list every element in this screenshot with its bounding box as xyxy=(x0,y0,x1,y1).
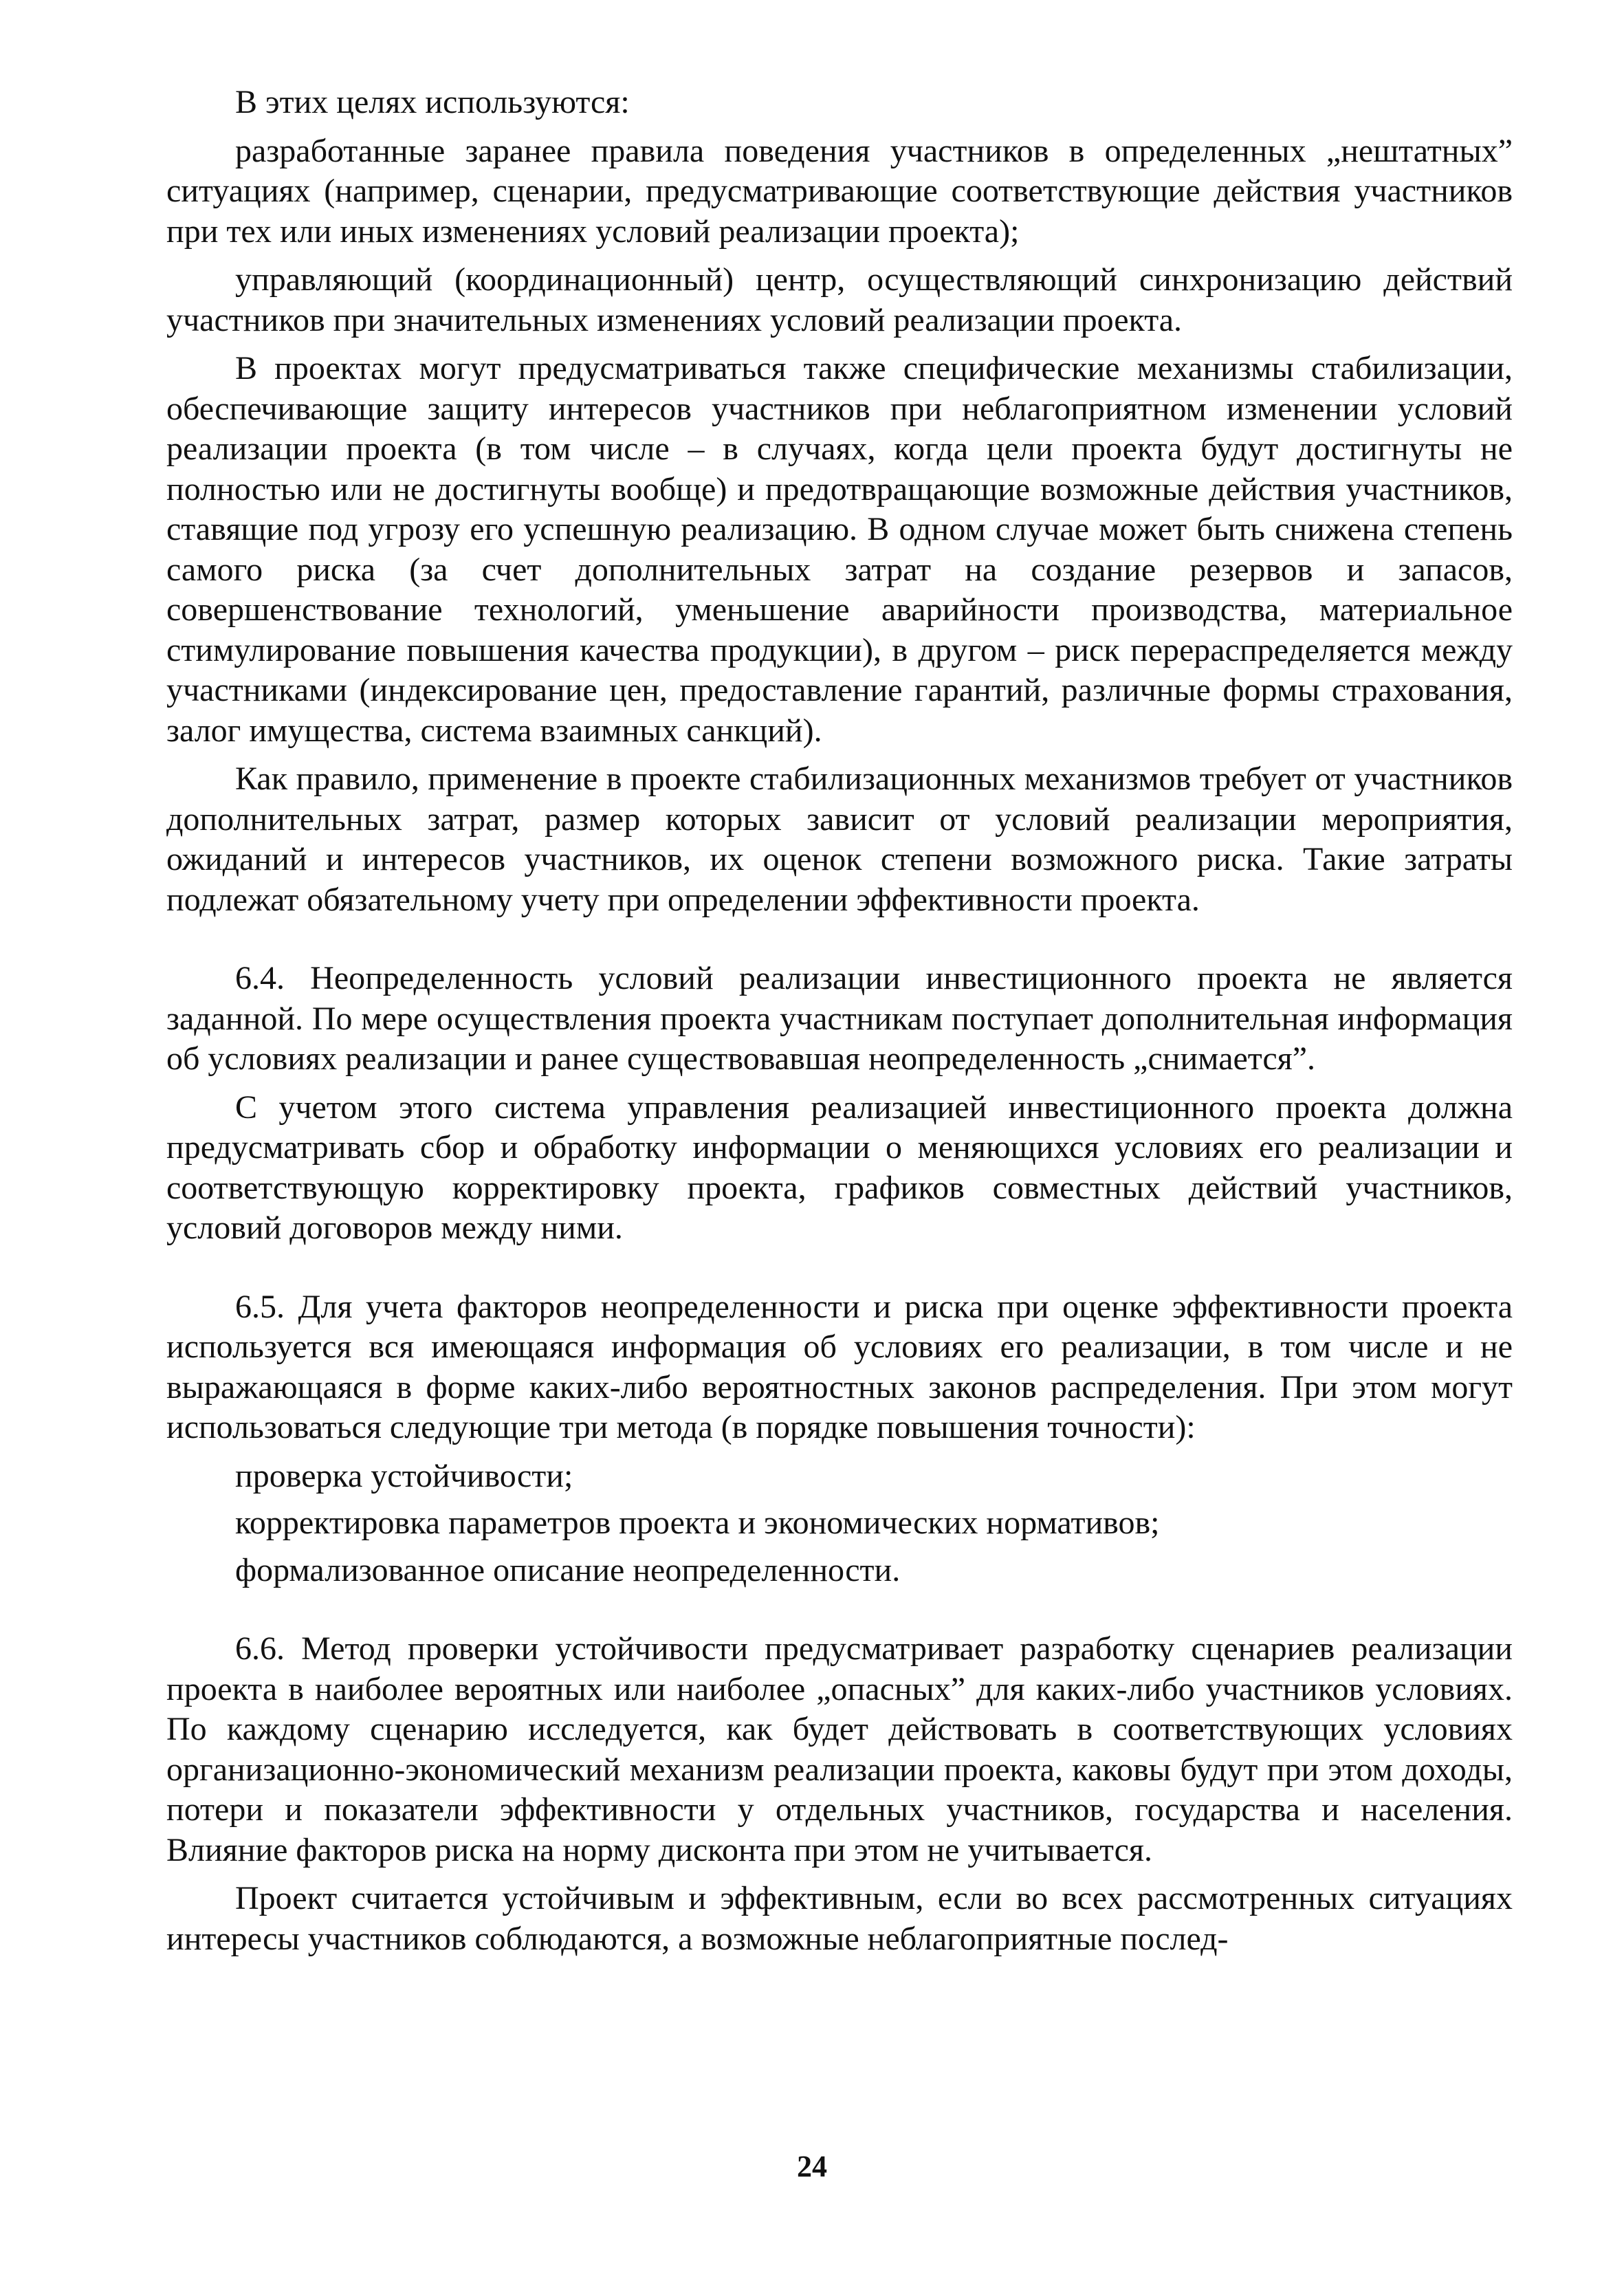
list-item-formalized-description: формализованное описание неопределенности. xyxy=(235,1551,901,1588)
page-number: 24 xyxy=(797,2150,827,2183)
list-item-stability-check: проверка устойчивости; xyxy=(235,1457,573,1494)
paragraph-section-6-5: 6.5. Для учета факторов неопределенности и риска при оценке эффективности проекта используется вся имеющаяся информация об условиях его реализации, в том числе и не выражающаяся в форме каких-либо вероятностных законов распределения. При этом могут использоваться следующие три метода (в порядке повышения точности): xyxy=(166,1288,1513,1445)
paragraph-intro: В этих целях используются: xyxy=(235,84,630,120)
document-body xyxy=(166,83,1513,1959)
paragraph-management-system: С учетом этого система управления реализацией инвестиционного проекта должна предусматривать сбор и обработку информации о меняющихся условиях его реализации и соответствующую корректировку проекта, графиков совместных действий участников, условий договоров между ними. xyxy=(166,1089,1513,1246)
paragraph-costs: Как правило, применение в проекте стабилизационных механизмов требует от участников дополнительных затрат, размер которых зависит от условий реализации мероприятия, ожиданий и интересов участников, их оценок степени возможного риска. Такие затраты подлежат обязательному учету при определении эффективности проекта. xyxy=(166,761,1513,918)
paragraph-stabilization: В проектах могут предусматриваться также специфические механизмы стабилизации, обеспечивающие защиту интересов участников при неблагоприятном изменении условий реализации проекта (в том числе – в случаях, когда цели проекта будут достигнуты не полностью или не достигнуты вообще) и предотвращающие возможные действия участников, ставящие под угрозу его успешную реализацию. В одном случае может быть снижена степень самого риска (за счет дополнительных затрат на создание резервов и запасов, совершенствование технологий, уменьшение аварийности производства, материальное стимулирование повышения качества продукции), в другом – риск перераспределяется между участниками (индексирование цен, предоставление гарантий, различные формы страхования, залог имущества, система взаимных санкций). xyxy=(166,350,1513,749)
paragraph-section-6-4: 6.4. Неопределенность условий реализации инвестиционного проекта не является заданной. По мере осуществления проекта участникам поступает дополнительная информация об условиях реализации и ранее существовавшая неопределенность „снимается”. xyxy=(166,960,1513,1077)
list-item-parameter-adjustment: корректировка параметров проекта и экономических нормативов; xyxy=(235,1505,1160,1541)
paragraph-rules: разработанные заранее правила поведения участников в определенных „нештатных” ситуациях (например, сценарии, предусматривающие соответствующие действия участников при тех или иных изменениях условий реализации проекта); xyxy=(166,132,1513,250)
paragraph-section-6-6: 6.6. Метод проверки устойчивости предусматривает разработку сценариев реализации проекта в наиболее вероятных или наиболее „опасных” для каких-либо участников условиях. По каждому сценарию исследуется, как будет действовать в соответствующих условиях организационно-экономический механизм реализации проекта, каковы будут при этом доходы, потери и показатели эффективности у отдельных участников, государства и населения. Влияние факторов риска на норму дисконта при этом не учитывается. xyxy=(166,1630,1513,1868)
paragraph-project-stability: Проект считается устойчивым и эффективным, если во всех рассмотренных ситуациях интересы участников соблюдаются, а возможные неблагоприятные послед- xyxy=(166,1880,1513,1957)
paragraph-control-center: управляющий (координационный) центр, осуществляющий синхронизацию действий участников при значительных изменениях условий реализации проекта. xyxy=(166,261,1513,338)
